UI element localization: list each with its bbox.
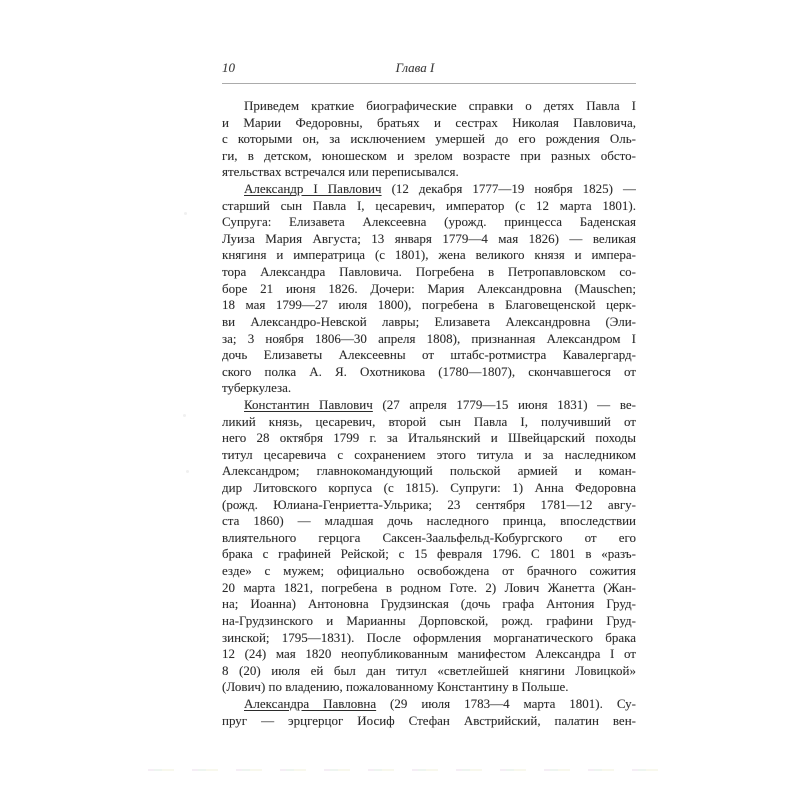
text-line: брака с графиней Рейской; с 15 февраля 1796. С 1801 в «разъ- (222, 546, 636, 562)
text-line: дир Литовского корпуса (с 1815). Супруги: 1) Анна Федоровна (222, 480, 636, 496)
text-block (222, 58, 636, 729)
person-name-underlined: Александра Павловна (244, 695, 377, 711)
text-line: 8 (20) июля ей был дан титул «светлейшей княгини Ловицкой» (222, 662, 636, 678)
text-line: Луиза Мария Августа; 13 января 1779—4 мая 1826) — великая (222, 230, 636, 246)
text-line: зинской; 1795—1831). После оформления морганатического брака (222, 629, 636, 645)
scan-speck (186, 470, 189, 473)
text-line: пруг — эрцгерцог Иосиф Стефан Австрийский, палатин вен- (222, 712, 636, 728)
text-line: ского полка А. Я. Охотникова (1780—1807), скончавшегося от (222, 363, 636, 379)
text-line: боре 21 июня 1826. Дочери: Мария Александровна (Mauschen; (222, 280, 636, 296)
text-line: ятельствах встречался или переписывался. (222, 164, 459, 180)
scan-speck (183, 414, 186, 417)
text-line: на-Грудзинского и Марианны Дорповской, рожд. графини Груд- (222, 612, 636, 628)
page-number: 10 (222, 60, 235, 75)
text-line: него 28 октября 1799 г. за Итальянский и Швейцарский походы (222, 430, 636, 446)
text-line: (Лович) по владению, пожалованному Константину в Польше. (222, 679, 569, 695)
text-line: и Марии Федоровны, братьях и сестрах Николая Павловича, (222, 114, 636, 130)
text-line: ликий князь, цесаревич, второй сын Павла I, получивший от (222, 413, 636, 429)
text-line: ви Александро-Невской лавры; Елизавета Александровна (Эли- (222, 313, 636, 329)
text-line: тора Александра Павловича. Погребена в Петропавловском со- (222, 264, 636, 280)
text-line: 20 марта 1821, погребена в родном Готе. 2) Лович Жанетта (Жан- (222, 579, 636, 595)
text-line: Константин Павлович (27 апреля 1779—15 июня 1831) — ве- (244, 396, 636, 412)
text-line: влиятельного герцога Саксен-Заальфельд-Кобургского от его (222, 529, 636, 545)
text-line: 18 мая 1799—27 июля 1800), погребена в Благовещенской церк- (222, 297, 636, 313)
text-line: старший сын Павла I, цесаревич, император (с 12 марта 1801). (222, 197, 636, 213)
text-line: дочь Елизаветы Алексеевны от штабс-ротмистра Кавалергард- (222, 347, 636, 363)
text-line: Александром; главнокомандующий польской армией и коман- (222, 463, 636, 479)
text-line: Александр I Павлович (12 декабря 1777—19 ноября 1825) — (244, 181, 636, 197)
person-name-underlined: Александр I Павлович (244, 181, 382, 197)
scan-speck (184, 212, 187, 215)
text-line: княгиня и императрица (с 1801), жена великого князя и импера- (222, 247, 636, 263)
text-line: 12 (24) мая 1820 неопубликованным манифестом Александра I от (222, 646, 636, 662)
text-line: (рожд. Юлиана-Генриетта-Ульрика; 23 сентября 1781—12 авгу- (222, 496, 636, 512)
text-line: ста 1860) — младшая дочь наследного принца, впоследствии (222, 513, 636, 529)
scan-edge-artifact (148, 769, 672, 771)
person-name-underlined: Константин Павлович (244, 396, 373, 412)
text-line: с которыми он, за исключением умершей до его рождения Оль- (222, 131, 636, 147)
running-head (222, 58, 636, 78)
text-line: титул цесаревича с сохранением этого титула и за наследником (222, 446, 636, 462)
text-line: за; 3 ноября 1806—30 апреля 1808), признанная Александром I (222, 330, 636, 346)
text-line: езде» с мужем; официально освобождена от брачного сожития (222, 563, 636, 579)
text-line: Супруга: Елизавета Алексеевна (урожд. принцесса Баденская (222, 214, 636, 230)
page-body (222, 98, 636, 729)
text-line: Александра Павловна (29 июля 1783—4 марта 1801). Су- (244, 695, 636, 711)
header-rule (222, 83, 636, 84)
text-line: ги, в детском, юношеском и зрелом возрасте при разных обсто- (222, 147, 636, 163)
text-line: на; Иоанна) Антоновна Грудзинская (дочь графа Антония Груд- (222, 596, 636, 612)
text-line: Приведем краткие биографические справки о детях Павла I (244, 98, 636, 113)
text-line: туберкулеза. (222, 380, 292, 396)
chapter-running-title: Глава I (395, 60, 435, 75)
